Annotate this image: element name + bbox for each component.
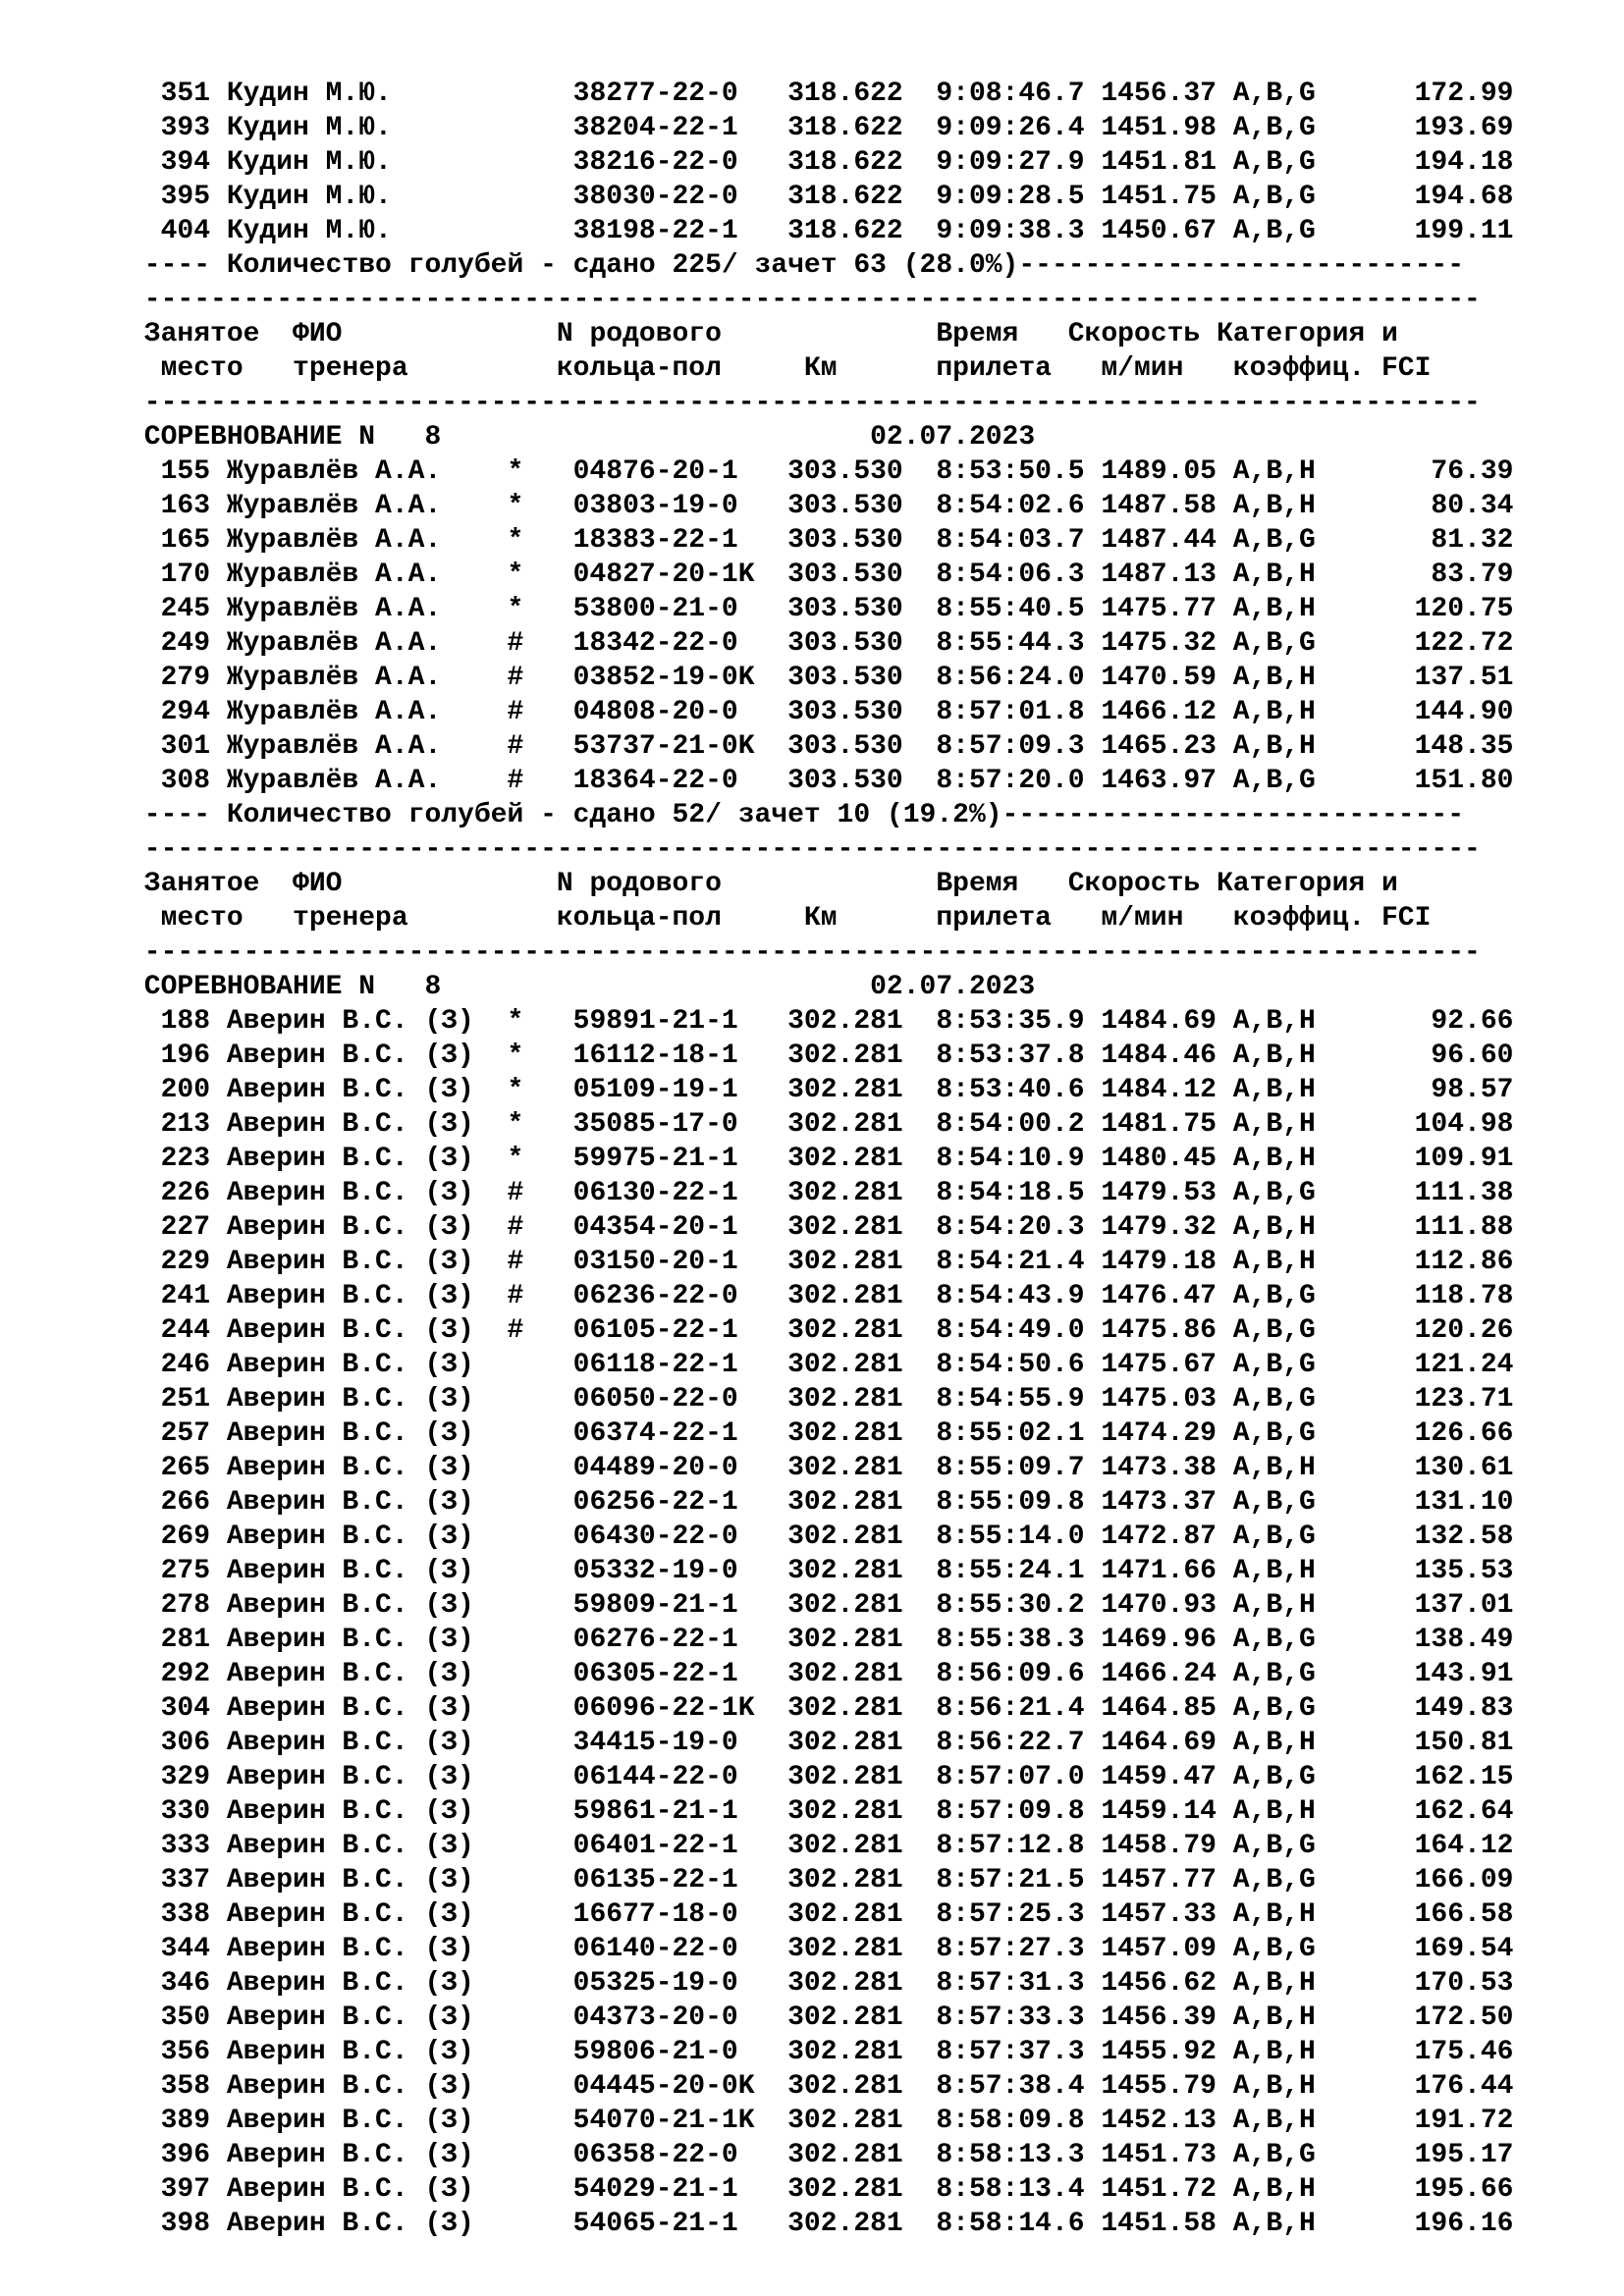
column-header-row-1: Занятое ФИО N родового Время Скорость Категория и	[128, 869, 1398, 899]
result-row: 333 Аверин В.С. (З) 06401-22-1 302.281 8:57:12.8 1458.79 A,B,G 164.12	[128, 1831, 1514, 1861]
separator-line: ---------------------------------------------------------------------------------	[128, 285, 1481, 315]
result-row: 304 Аверин В.С. (З) 06096-22-1K 302.281 8:56:21.4 1464.85 A,B,G 149.83	[128, 1693, 1514, 1724]
result-row: 227 Аверин В.С. (З) # 04354-20-1 302.281 8:54:20.3 1479.32 A,B,H 111.88	[128, 1212, 1514, 1243]
result-row: 301 Журавлёв А.А. # 53737-21-0K 303.530 8:57:09.3 1465.23 A,B,H 148.35	[128, 731, 1514, 762]
competition-header: СОРЕВНОВАНИЕ N 8 02.07.2023	[128, 972, 1036, 1002]
result-row: 397 Аверин В.С. (З) 54029-21-1 302.281 8:58:13.4 1451.72 A,B,H 195.66	[128, 2174, 1514, 2205]
result-row: 404 Кудин М.Ю. 38198-22-1 318.622 9:09:38.3 1450.67 A,B,G 199.11	[128, 216, 1514, 246]
competition-header: СОРЕВНОВАНИЕ N 8 02.07.2023	[128, 422, 1036, 453]
result-row: 281 Аверин В.С. (З) 06276-22-1 302.281 8:55:38.3 1469.96 A,B,G 138.49	[128, 1625, 1514, 1655]
result-row: 350 Аверин В.С. (З) 04373-20-0 302.281 8:57:33.3 1456.39 A,B,H 172.50	[128, 2002, 1514, 2033]
result-row: 306 Аверин В.С. (З) 34415-19-0 302.281 8:56:22.7 1464.69 A,B,H 150.81	[128, 1728, 1514, 1758]
column-header-row-1: Занятое ФИО N родового Время Скорость Категория и	[128, 319, 1398, 349]
column-header-row-2: место тренера кольца-пол Км прилета м/мин коэффиц. FCI	[128, 353, 1432, 384]
result-row: 170 Журавлёв А.А. * 04827-20-1K 303.530 8:54:06.3 1487.13 A,B,H 83.79	[128, 560, 1514, 590]
result-row: 395 Кудин М.Ю. 38030-22-0 318.622 9:09:28.5 1451.75 A,B,G 194.68	[128, 182, 1514, 212]
result-row: 196 Аверин В.С. (З) * 16112-18-1 302.281 8:53:37.8 1484.46 A,B,H 96.60	[128, 1041, 1514, 1071]
result-row: 275 Аверин В.С. (З) 05332-19-0 302.281 8:55:24.1 1471.66 A,B,H 135.53	[128, 1556, 1514, 1586]
result-row: 245 Журавлёв А.А. * 53800-21-0 303.530 8:55:40.5 1475.77 A,B,H 120.75	[128, 594, 1514, 624]
result-row: 265 Аверин В.С. (З) 04489-20-0 302.281 8:55:09.7 1473.38 A,B,H 130.61	[128, 1453, 1514, 1483]
result-row: 292 Аверин В.С. (З) 06305-22-1 302.281 8:56:09.6 1466.24 A,B,G 143.91	[128, 1659, 1514, 1689]
result-row: 351 Кудин М.Ю. 38277-22-0 318.622 9:08:46.7 1456.37 A,B,G 172.99	[128, 79, 1514, 109]
result-row: 269 Аверин В.С. (З) 06430-22-0 302.281 8:55:14.0 1472.87 A,B,G 132.58	[128, 1522, 1514, 1552]
result-row: 346 Аверин В.С. (З) 05325-19-0 302.281 8:57:31.3 1456.62 A,B,H 170.53	[128, 1968, 1514, 1999]
result-row: 188 Аверин В.С. (З) * 59891-21-1 302.281 8:53:35.9 1484.69 A,B,H 92.66	[128, 1006, 1514, 1037]
result-row: 329 Аверин В.С. (З) 06144-22-0 302.281 8:57:07.0 1459.47 A,B,G 162.15	[128, 1762, 1514, 1792]
section-summary: ---- Количество голубей - сдано 225/ зачет 63 (28.0%)---------------------------	[128, 250, 1465, 281]
result-row: 389 Аверин В.С. (З) 54070-21-1K 302.281 8:58:09.8 1452.13 A,B,H 191.72	[128, 2106, 1514, 2136]
result-row: 330 Аверин В.С. (З) 59861-21-1 302.281 8:57:09.8 1459.14 A,B,H 162.64	[128, 1796, 1514, 1827]
result-row: 398 Аверин В.С. (З) 54065-21-1 302.281 8:58:14.6 1451.58 A,B,H 196.16	[128, 2209, 1514, 2239]
column-header-row-2: место тренера кольца-пол Км прилета м/мин коэффиц. FCI	[128, 903, 1432, 934]
result-row: 308 Журавлёв А.А. # 18364-22-0 303.530 8:57:20.0 1463.97 A,B,G 151.80	[128, 766, 1514, 796]
result-row: 294 Журавлёв А.А. # 04808-20-0 303.530 8:57:01.8 1466.12 A,B,H 144.90	[128, 697, 1514, 727]
result-row: 241 Аверин В.С. (З) # 06236-22-0 302.281 8:54:43.9 1476.47 A,B,G 118.78	[128, 1281, 1514, 1311]
result-row: 213 Аверин В.С. (З) * 35085-17-0 302.281 8:54:00.2 1481.75 A,B,H 104.98	[128, 1109, 1514, 1140]
result-row: 163 Журавлёв А.А. * 03803-19-0 303.530 8:54:02.6 1487.58 A,B,H 80.34	[128, 491, 1514, 521]
result-row: 246 Аверин В.С. (З) 06118-22-1 302.281 8:54:50.6 1475.67 A,B,G 121.24	[128, 1350, 1514, 1380]
result-row: 249 Журавлёв А.А. # 18342-22-0 303.530 8:55:44.3 1475.32 A,B,G 122.72	[128, 628, 1514, 659]
result-row: 155 Журавлёв А.А. * 04876-20-1 303.530 8:53:50.5 1489.05 A,B,H 76.39	[128, 456, 1514, 487]
result-row: 251 Аверин В.С. (З) 06050-22-0 302.281 8:54:55.9 1475.03 A,B,G 123.71	[128, 1384, 1514, 1415]
result-row: 344 Аверин В.С. (З) 06140-22-0 302.281 8:57:27.3 1457.09 A,B,G 169.54	[128, 1934, 1514, 1964]
result-row: 394 Кудин М.Ю. 38216-22-0 318.622 9:09:27.9 1451.81 A,B,G 194.18	[128, 147, 1514, 178]
result-row: 226 Аверин В.С. (З) # 06130-22-1 302.281 8:54:18.5 1479.53 A,B,G 111.38	[128, 1178, 1514, 1208]
result-row: 223 Аверин В.С. (З) * 59975-21-1 302.281 8:54:10.9 1480.45 A,B,H 109.91	[128, 1144, 1514, 1174]
result-row: 279 Журавлёв А.А. # 03852-19-0K 303.530 8:56:24.0 1470.59 A,B,H 137.51	[128, 663, 1514, 693]
result-row	[128, 2241, 1600, 2275]
section-summary: ---- Количество голубей - сдано 52/ зачет 10 (19.2%)----------------------------	[128, 800, 1465, 830]
result-row: 266 Аверин В.С. (З) 06256-22-1 302.281 8:55:09.8 1473.37 A,B,G 131.10	[128, 1487, 1514, 1518]
separator-line: ---------------------------------------------------------------------------------	[128, 834, 1481, 865]
result-row: 200 Аверин В.С. (З) * 05109-19-1 302.281 8:53:40.6 1484.12 A,B,H 98.57	[128, 1075, 1514, 1105]
separator-line: ---------------------------------------------------------------------------------	[128, 937, 1481, 968]
result-row: 338 Аверин В.С. (З) 16677-18-0 302.281 8:57:25.3 1457.33 A,B,H 166.58	[128, 1899, 1514, 1930]
result-row: 244 Аверин В.С. (З) # 06105-22-1 302.281 8:54:49.0 1475.86 A,B,G 120.26	[128, 1315, 1514, 1346]
result-row: 257 Аверин В.С. (З) 06374-22-1 302.281 8:55:02.1 1474.29 A,B,G 126.66	[128, 1418, 1514, 1449]
result-row: 337 Аверин В.С. (З) 06135-22-1 302.281 8:57:21.5 1457.77 A,B,G 166.09	[128, 1865, 1514, 1896]
result-row: 356 Аверин В.С. (З) 59806-21-0 302.281 8:57:37.3 1455.92 A,B,H 175.46	[128, 2037, 1514, 2067]
result-row: 278 Аверин В.С. (З) 59809-21-1 302.281 8:55:30.2 1470.93 A,B,H 137.01	[128, 1590, 1514, 1621]
separator-line: ---------------------------------------------------------------------------------	[128, 388, 1481, 418]
results-document	[128, 77, 1600, 2275]
result-row: 165 Журавлёв А.А. * 18383-22-1 303.530 8:54:03.7 1487.44 A,B,G 81.32	[128, 525, 1514, 556]
result-row: 393 Кудин М.Ю. 38204-22-1 318.622 9:09:26.4 1451.98 A,B,G 193.69	[128, 113, 1514, 143]
result-row: 396 Аверин В.С. (З) 06358-22-0 302.281 8:58:13.3 1451.73 A,B,G 195.17	[128, 2140, 1514, 2170]
result-row: 229 Аверин В.С. (З) # 03150-20-1 302.281 8:54:21.4 1479.18 A,B,H 112.86	[128, 1247, 1514, 1277]
result-row: 358 Аверин В.С. (З) 04445-20-0K 302.281 8:57:38.4 1455.79 A,B,H 176.44	[128, 2071, 1514, 2102]
